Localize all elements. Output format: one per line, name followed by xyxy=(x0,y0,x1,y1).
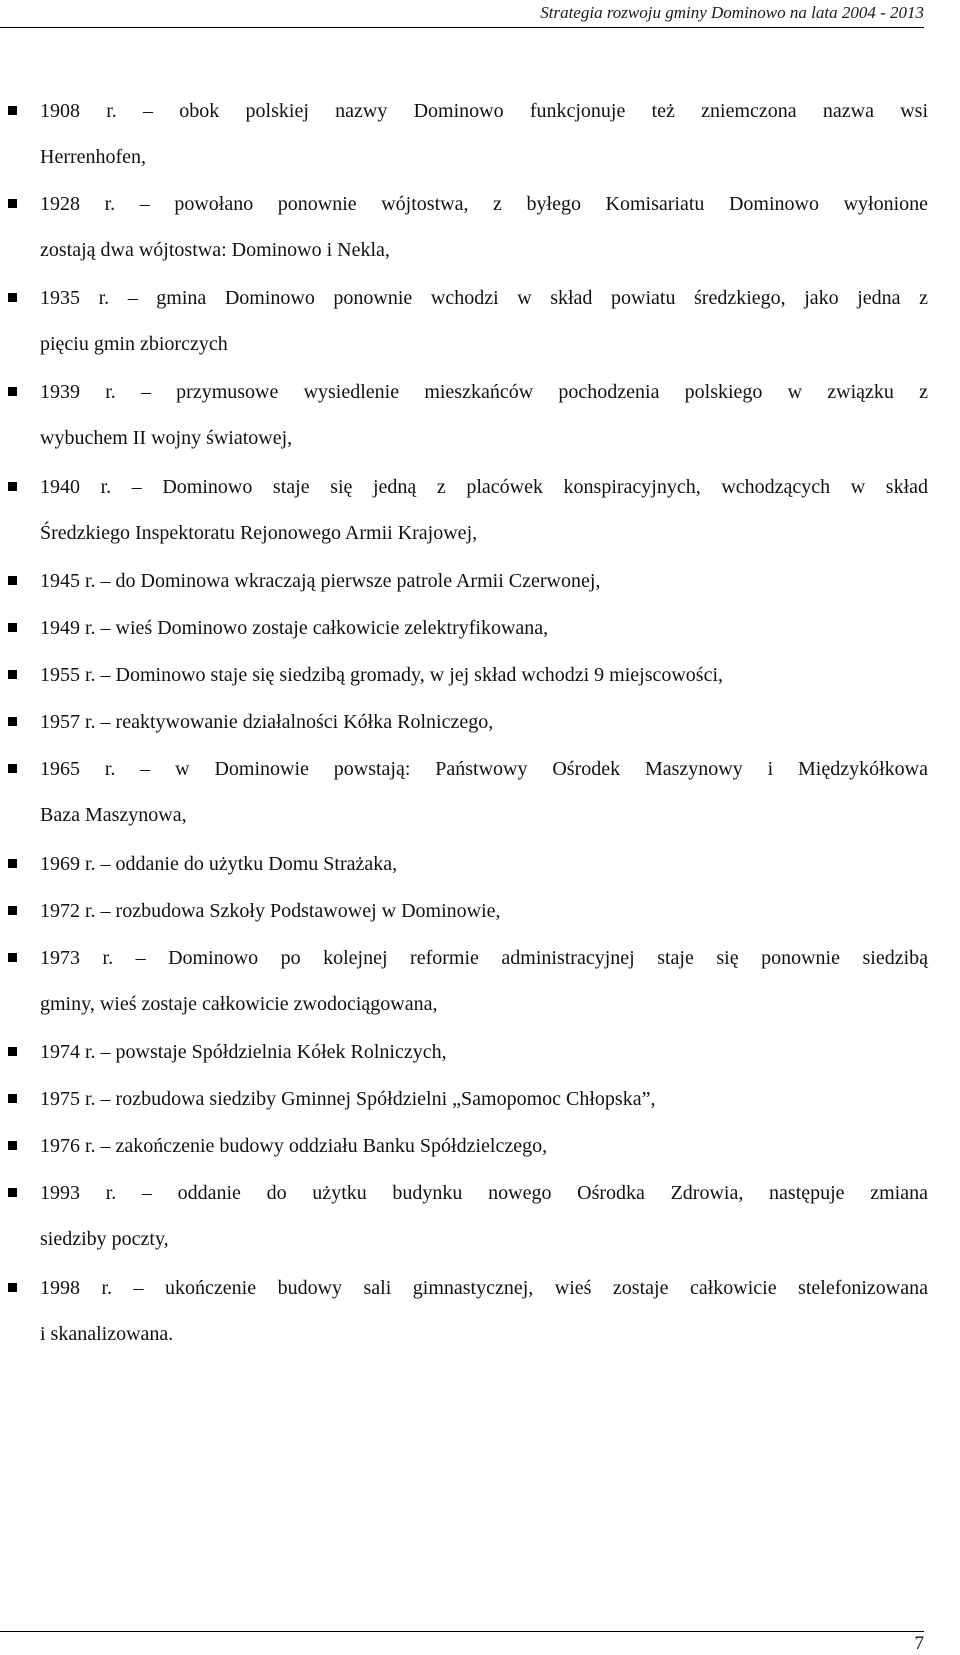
list-item xyxy=(40,181,928,273)
list-item xyxy=(40,558,928,604)
list-item xyxy=(40,699,928,745)
list-item-text: 1949 r. – wieś Dominowo zostaje całkowicie zelektryfikowana, xyxy=(40,617,549,639)
list-item xyxy=(40,1029,928,1075)
square-bullet-icon xyxy=(8,859,17,868)
list-item-text: 1965 r. – w Dominowie powstają: Państwowy Ośrodek Maszynowy i Międzykółkowa xyxy=(40,758,928,780)
list-item-text: 1969 r. – oddanie do użytku Domu Strażaka, xyxy=(40,853,398,875)
square-bullet-icon xyxy=(8,1094,17,1103)
square-bullet-icon xyxy=(8,906,17,915)
list-item-text: 1973 r. – Dominowo po kolejnej reformie administracyjnej staje się ponownie siedzibą xyxy=(40,947,928,969)
list-item-text: 1940 r. – Dominowo staje się jedną z placówek konspiracyjnych, wchodzących w skład xyxy=(40,476,928,498)
list-item-text: Herrenhofen, xyxy=(40,146,147,168)
square-bullet-icon xyxy=(8,953,17,962)
list-item xyxy=(40,1123,928,1169)
square-bullet-icon xyxy=(8,1188,17,1197)
list-item-text: 1957 r. – reaktywowanie działalności Kółka Rolniczego, xyxy=(40,711,494,733)
list-item-text: 1935 r. – gmina Dominowo ponownie wchodzi w skład powiatu średzkiego, jako jedna z xyxy=(40,287,928,309)
list-item xyxy=(40,605,928,651)
square-bullet-icon xyxy=(8,482,17,491)
list-item xyxy=(40,1076,928,1122)
square-bullet-icon xyxy=(8,1047,17,1056)
list-item-text: 1939 r. – przymusowe wysiedlenie mieszkańców pochodzenia polskiego w związku z xyxy=(40,381,928,403)
list-item-text: 1928 r. – powołano ponownie wójtostwa, z byłego Komisariatu Dominowo wyłonione xyxy=(40,193,928,215)
list-item-text: 1998 r. – ukończenie budowy sali gimnastycznej, wieś zostaje całkowicie stelefonizowana xyxy=(40,1277,928,1299)
list-item-text: i skanalizowana. xyxy=(40,1323,174,1345)
header-title: Strategia rozwoju gminy Dominowo na lata 2004 - 2013 xyxy=(540,3,924,22)
list-item xyxy=(40,652,928,698)
list-item-text: 1976 r. – zakończenie budowy oddziału Banku Spółdzielczego, xyxy=(40,1135,548,1157)
square-bullet-icon xyxy=(8,387,17,396)
list-item-text: Średzkiego Inspektoratu Rejonowego Armii Krajowej, xyxy=(40,522,478,544)
square-bullet-icon xyxy=(8,1141,17,1150)
square-bullet-icon xyxy=(8,717,17,726)
square-bullet-icon xyxy=(8,199,17,208)
list-item-text: pięciu gmin zbiorczych xyxy=(40,333,228,355)
list-item xyxy=(40,275,928,367)
square-bullet-icon xyxy=(8,293,17,302)
square-bullet-icon xyxy=(8,623,17,632)
list-item-text: 1972 r. – rozbudowa Szkoły Podstawowej w Dominowie, xyxy=(40,900,501,922)
list-item-text: 1993 r. – oddanie do użytku budynku nowego Ośrodka Zdrowia, następuje zmiana xyxy=(40,1182,928,1204)
list-item xyxy=(40,888,928,934)
list-item xyxy=(40,369,928,461)
list-item-text: 1975 r. – rozbudowa siedziby Gminnej Spółdzielni „Samopomoc Chłopska”, xyxy=(40,1088,656,1110)
list-item-text: Baza Maszynowa, xyxy=(40,804,187,826)
footer-rule xyxy=(0,1631,924,1632)
square-bullet-icon xyxy=(8,764,17,773)
list-item-text: zostają dwa wójtostwa: Dominowo i Nekla, xyxy=(40,239,390,261)
page-number: 7 xyxy=(914,1633,924,1654)
square-bullet-icon xyxy=(8,1283,17,1292)
list-item-text: 1955 r. – Dominowo staje się siedzibą gromady, w jej skład wchodzi 9 miejscowości, xyxy=(40,664,724,686)
list-item xyxy=(40,88,928,180)
list-item-text: siedziby poczty, xyxy=(40,1228,169,1250)
list-item xyxy=(40,746,928,838)
list-item-text: wybuchem II wojny światowej, xyxy=(40,427,293,449)
list-item xyxy=(40,841,928,887)
square-bullet-icon xyxy=(8,576,17,585)
list-item xyxy=(40,464,928,556)
list-item-text: 1908 r. – obok polskiej nazwy Dominowo funkcjonuje też zniemczona nazwa wsi xyxy=(40,100,928,122)
list-item-text: gminy, wieś zostaje całkowicie zwodociągowana, xyxy=(40,993,438,1015)
list-item xyxy=(40,935,928,1027)
square-bullet-icon xyxy=(8,670,17,679)
square-bullet-icon xyxy=(8,106,17,115)
list-item-text: 1974 r. – powstaje Spółdzielnia Kółek Rolniczych, xyxy=(40,1041,447,1063)
list-item xyxy=(40,1265,928,1357)
list-item xyxy=(40,1170,928,1262)
list-item-text: 1945 r. – do Dominowa wkraczają pierwsze patrole Armii Czerwonej, xyxy=(40,570,601,592)
